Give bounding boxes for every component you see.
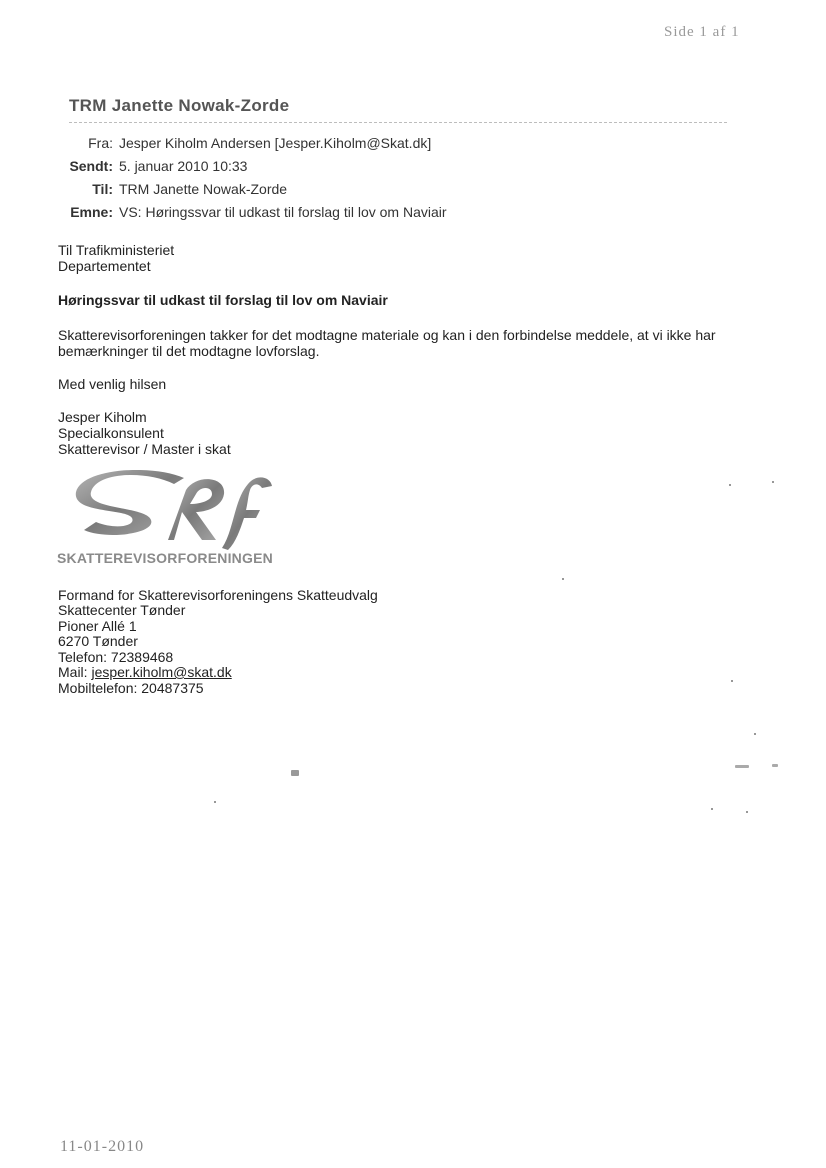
header-value: Jesper Kiholm Andersen [Jesper.Kiholm@Skat.dk] — [119, 135, 432, 151]
letter-heading: Høringssvar til udkast til forslag til lov om Naviair — [58, 292, 388, 308]
title-divider — [69, 122, 727, 123]
header-label: Emne: — [70, 204, 113, 220]
footer-date: 11-01-2010 — [60, 1138, 145, 1155]
contact-mobile: Mobiltelefon: 20487375 — [58, 680, 204, 696]
scan-speck — [562, 578, 564, 580]
scan-speck — [214, 801, 216, 803]
header-subject — [0, 204, 826, 224]
header-label: Til: — [92, 181, 113, 197]
header-label: Fra: — [88, 135, 113, 151]
scan-speck — [746, 811, 748, 813]
paragraph-line: bemærkninger til det modtagne lovforslag. — [58, 343, 320, 359]
page-number: Side 1 af 1 — [664, 24, 740, 40]
header-value: 5. januar 2010 10:33 — [119, 158, 248, 174]
header-value: TRM Janette Nowak-Zorde — [119, 181, 288, 197]
scan-speck — [754, 733, 756, 735]
mail-title: TRM Janette Nowak-Zorde — [69, 96, 290, 115]
scan-speck — [729, 484, 731, 486]
header-to — [0, 181, 826, 201]
mail-label: Mail: — [58, 664, 92, 680]
scan-speck — [711, 808, 713, 810]
contact-line: Formand for Skatterevisorforeningens Skatteudvalg — [58, 587, 378, 603]
signature-title: Specialkonsulent — [58, 425, 164, 441]
signature-name: Jesper Kiholm — [58, 409, 147, 425]
srf-logo-icon — [56, 470, 286, 550]
logo-text: SKATTEREVISORFORENINGEN — [57, 550, 273, 566]
header-label: Sendt: — [69, 158, 113, 174]
scan-speck — [772, 764, 778, 767]
contact-line: 6270 Tønder — [58, 633, 138, 649]
header-sent — [0, 158, 826, 178]
contact-mail — [58, 664, 232, 680]
scan-speck — [291, 770, 299, 776]
mail-link[interactable]: jesper.kiholm@skat.dk — [91, 664, 232, 680]
srf-logo — [56, 470, 286, 570]
scan-speck — [731, 680, 733, 682]
header-from — [0, 135, 826, 155]
paragraph-line: Skatterevisorforeningen takker for det modtagne materiale og kan i den forbindelse meddele, at vi ikke har — [58, 327, 716, 343]
header-value: VS: Høringssvar til udkast til forslag til lov om Naviair — [119, 204, 447, 220]
contact-phone: Telefon: 72389468 — [58, 649, 174, 665]
contact-line: Pioner Allé 1 — [58, 618, 137, 634]
signature-role: Skatterevisor / Master i skat — [58, 441, 231, 457]
closing: Med venlig hilsen — [58, 376, 167, 392]
recipient-line: Departementet — [58, 258, 151, 274]
scan-speck — [772, 481, 774, 483]
recipient-line: Til Trafikministeriet — [58, 242, 175, 258]
scan-speck — [735, 765, 749, 768]
contact-line: Skattecenter Tønder — [58, 602, 186, 618]
